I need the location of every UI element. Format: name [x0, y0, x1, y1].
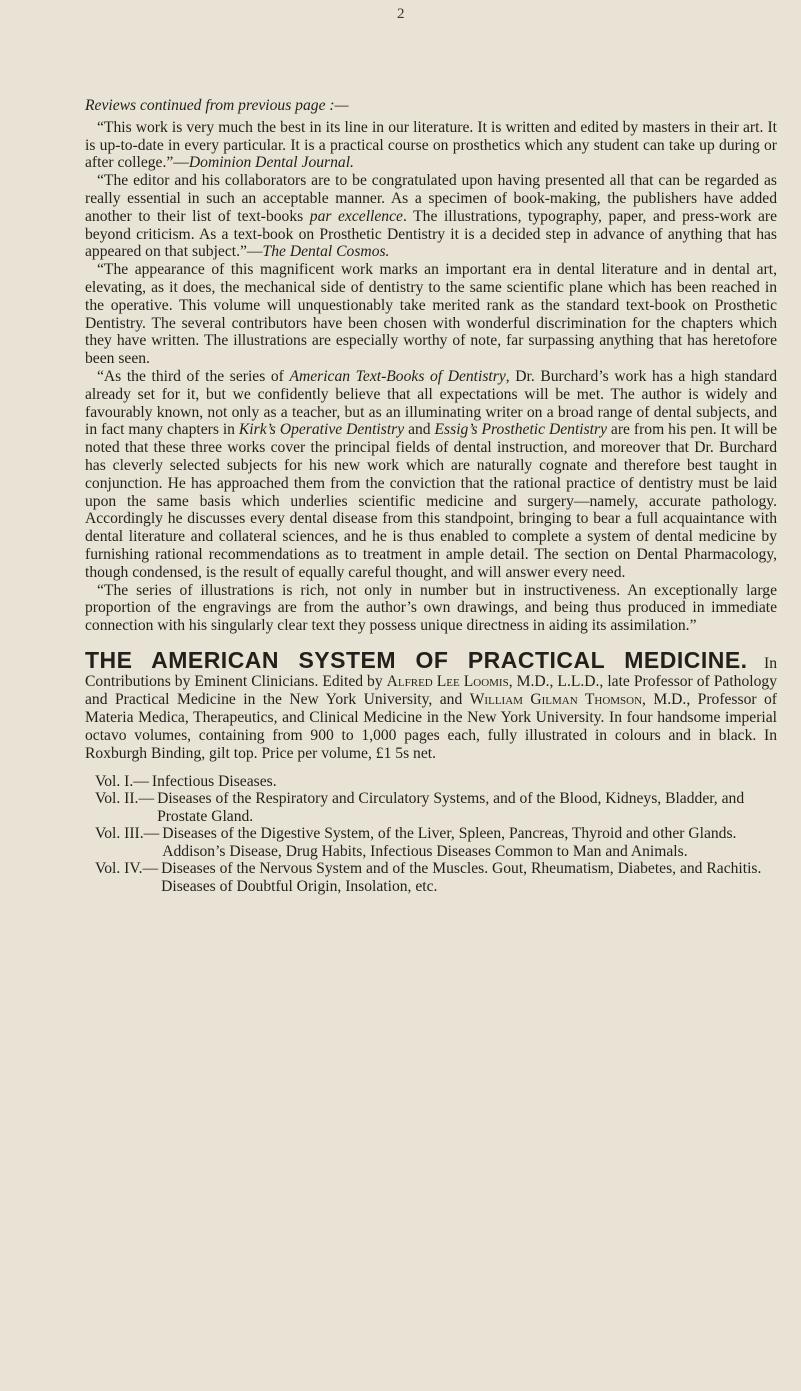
- volume-description: Diseases of the Digestive System, of the Liver, Spleen, Pancreas, Thyroid and other Glands. Addison’s Disease, Drug Habits, Infectious Diseases Common to Man and Animals.: [162, 825, 737, 860]
- review-source: The Dental Cosmos.: [262, 243, 390, 261]
- volume-list: [85, 773, 777, 896]
- volume-item: [95, 773, 777, 791]
- review-text-part-3: and: [404, 421, 435, 439]
- review-dental-cosmos: [85, 172, 777, 261]
- editor-details-loomis: , M.D., L.L.D., late Professor of Pathology and Practical Medicine in the New York University, and: [85, 672, 777, 708]
- advertisement-intro: In Contributions by Eminent Clinicians. Edited by: [85, 654, 777, 690]
- volume-label: Vol. II.—: [95, 790, 155, 808]
- advertisement-details: , M.D., Professor of Materia Medica, Therapeutics, and Clinical Medicine in the New York University. In four handsome imperial octavo volumes, containing from 900 to 1,000 pages each, fully illustrated in colours and in black. In Roxburgh Binding, gilt top. Price per volume, £1 5s net.: [85, 690, 777, 762]
- editor-name-loomis: Alfred Lee Loomis: [386, 672, 509, 690]
- review-text-part-4: are from his pen. It will be noted that these three works cover the principal fields of dental instruction, and moreover that Dr. Burchard has cleverly selected subjects for his new work which are naturally cognate and therefore best taught in conjunction. He has approached them from the conviction that the rational practice of dentistry must be laid upon the same basis which underlies scientific medicine and surgery—namely, accurate pathology. Accordingly he discusses every dental disease from this standpoint, bringing to bear a full acquaintance with dental literature and collateral sciences, and he is thus enabled to complete a system of dental medicine by furnishing rational recommendations as to treatment in ample detail. The section on Dental Pharmacology, though condensed, is the result of equally careful thought, and will answer every need.: [85, 421, 778, 581]
- editor-name-thomson: William Gilman Thomson: [469, 690, 643, 708]
- review-dominion-dental-journal: [85, 119, 777, 172]
- volume-description: Diseases of the Nervous System and of the Muscles. Gout, Rheumatism, Diabetes, and Rachitis. Diseases of Doubtful Origin, Insolation, etc.: [161, 860, 762, 895]
- review-magnificent-work: [85, 261, 777, 368]
- volume-item: [95, 825, 777, 860]
- book-title-essig: Essig’s Prosthetic Dentistry: [434, 421, 607, 439]
- volume-label: Vol. IV.—: [95, 860, 159, 878]
- volume-label: Vol. III.—: [95, 825, 160, 843]
- review-text: “The appearance of this magnificent work marks an important era in dental literature and in dental art, elevating, as it does, the mechanical side of dentistry to the same scientific plane which has been reached in the operative. This volume will unquestionably take merited rank as the standard text-book on Prosthetic Dentistry. The several contributors have been chosen with wonderful discrimination for the chapters which they have written. The illustrations are especially worthy of note, far surpassing anything that has heretofore been seen.: [85, 261, 777, 368]
- review-text-part-2: , Dr. Burchard’s work has a high standard already set for it, but we confidently believe that all expectations will be met. The author is widely and favourably known, not only as a teacher, but as an illuminating writer on a broad range of dental subjects, and in fact many chapters in: [85, 367, 778, 439]
- volume-item: [95, 860, 777, 895]
- volume-label: Vol. I.—: [95, 772, 149, 790]
- volume-item: [95, 790, 777, 825]
- american-system-advertisement: [85, 648, 777, 763]
- volume-description: Infectious Diseases.: [151, 772, 277, 790]
- advertisement-title: THE AMERICAN SYSTEM OF PRACTICAL MEDICINE.: [85, 646, 748, 673]
- review-text-part-1: “The editor and his collaborators are to be congratulated upon having presented all that can be regarded as really essential in such an acceptable manner. As a specimen of book-making, the publishers have added another to their list of text-books: [85, 172, 777, 225]
- review-burchard: [85, 368, 777, 582]
- series-title: American Text-Books of Dentistry: [289, 367, 506, 385]
- review-italic-phrase: par excellence: [309, 207, 403, 225]
- review-text-part-2: . The illustrations, typography, paper, and press-work are beyond criticism. As a text-book on Prosthetic Dentistry it is a decided step in advance of anything that has appeared on that subject.”—: [85, 207, 777, 261]
- review-text: “The series of illustrations is rich, not only in number but in instructiveness. An exceptionally large proportion of the engravings are from the author’s own drawings, and being thus produced in immediate connection with his singularly clear text they possess unique directness in aiding its assimilation.”: [85, 581, 777, 635]
- page-content: [85, 97, 777, 895]
- page-number: 2: [397, 6, 405, 22]
- volume-description: Diseases of the Respiratory and Circulatory Systems, and of the Blood, Kidneys, Bladder, and Prostate Gland.: [157, 790, 745, 825]
- review-source: Dominion Dental Journal.: [188, 154, 354, 172]
- review-illustrations: [85, 582, 777, 635]
- review-text-part-1: “As the third of the series of: [97, 367, 290, 385]
- reviews-header: Reviews continued from previous page :—: [85, 97, 349, 114]
- review-text: “This work is very much the best in its line in our literature. It is written and edited by masters in their art. It is up-to-date in every particular. It is a practical course on prosthetics which any student can take up during or after college.”—: [85, 118, 777, 172]
- book-title-kirk: Kirk’s Operative Dentistry: [238, 421, 405, 439]
